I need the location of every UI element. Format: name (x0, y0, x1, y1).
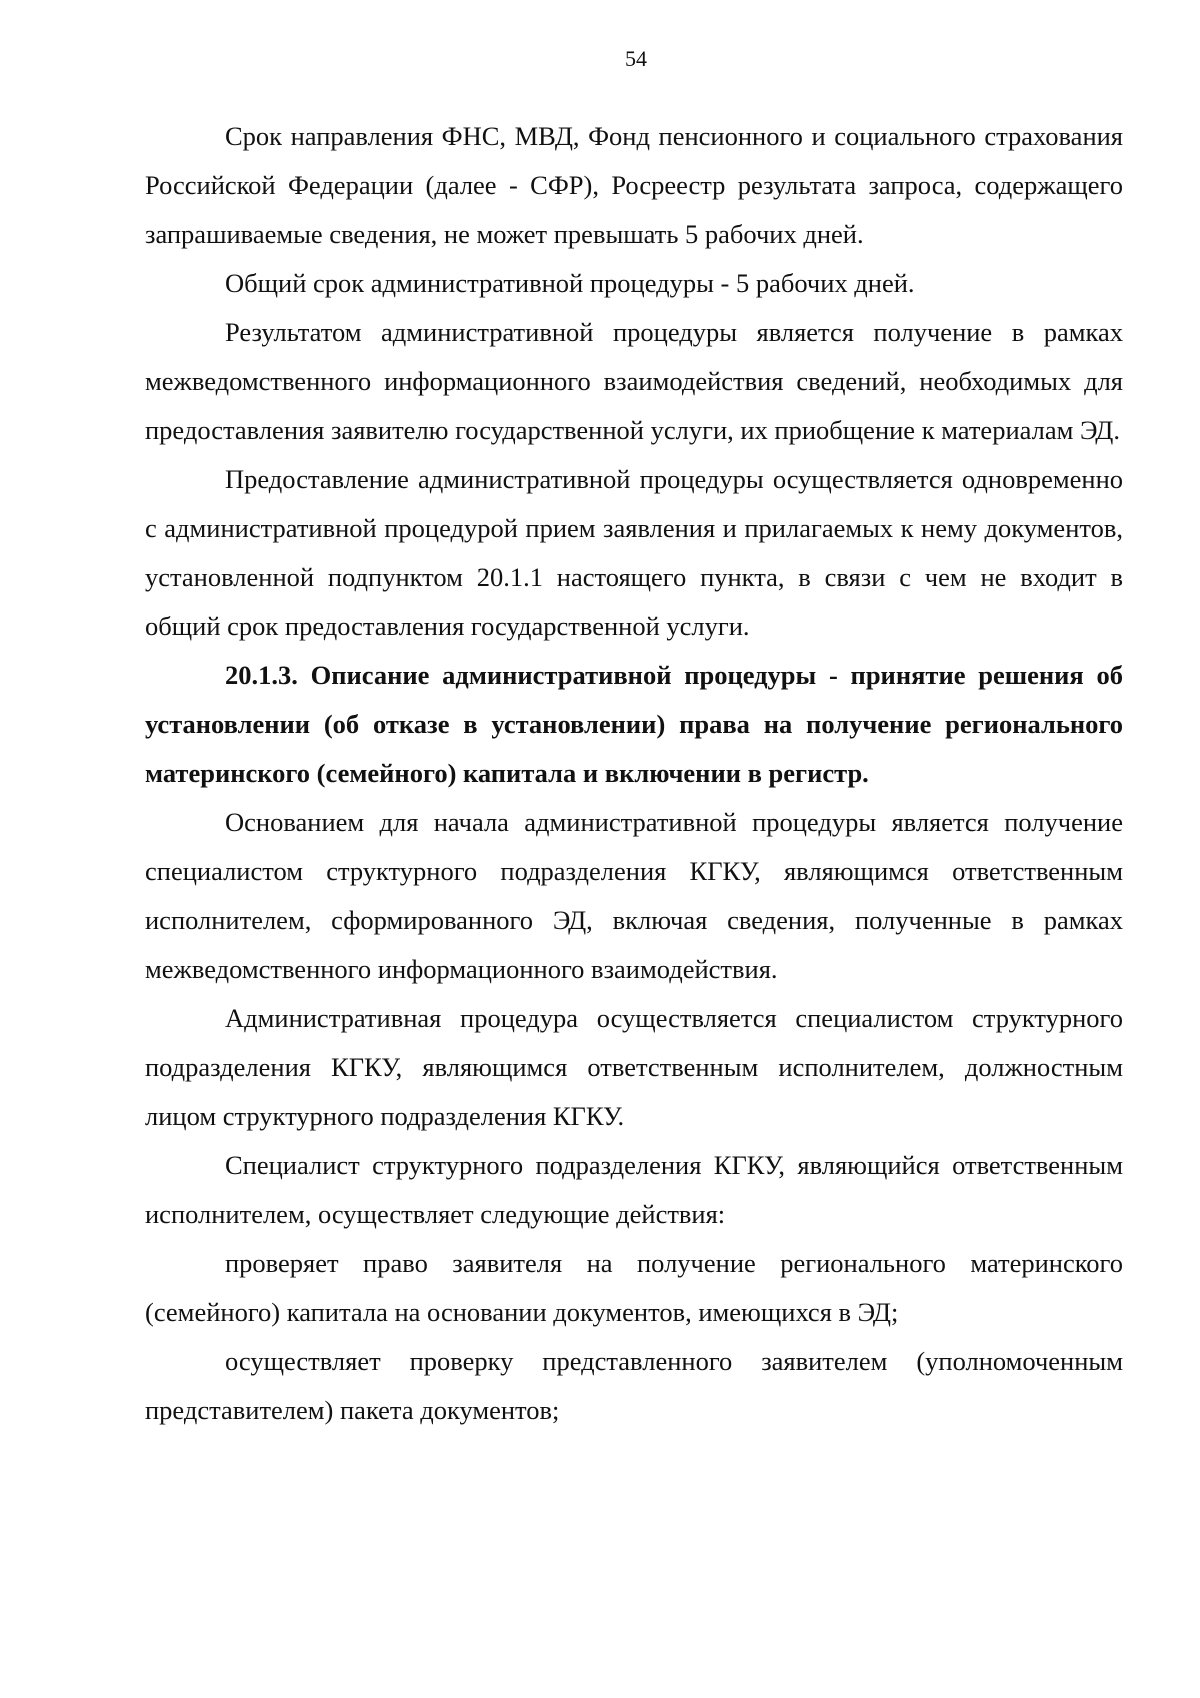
paragraph-request-deadline: Срок направления ФНС, МВД, Фонд пенсионного и социального страхования Российской Федерации (далее - СФР), Росреестр результата запроса, содержащего запрашиваемые сведения, не может превышать 5 рабочих дней. (145, 121, 1123, 249)
page-number: 54 (625, 46, 647, 71)
paragraph-specialist-actions: Специалист структурного подразделения КГКУ, являющийся ответственным исполнителем, осуществляет следующие действия: (145, 1150, 1123, 1229)
paragraph-action-check-right: проверяет право заявителя на получение регионального материнского (семейного) капитала на основании документов, имеющихся в ЭД; (145, 1248, 1123, 1327)
paragraph-procedure-executor: Административная процедура осуществляется специалистом структурного подразделения КГКУ, являющимся ответственным исполнителем, должностным лицом структурного подразделения КГКУ. (145, 1003, 1123, 1131)
paragraph-procedure-result: Результатом административной процедуры является получение в рамках межведомственного информационного взаимодействия сведений, необходимых для предоставления заявителю государственной услуги, их приобщение к материалам ЭД. (145, 317, 1123, 445)
paragraph-total-term: Общий срок административной процедуры - 5 рабочих дней. (225, 268, 915, 298)
paragraph-simultaneous-procedure: Предоставление административной процедуры осуществляется одновременно с административной процедурой прием заявления и прилагаемых к нему документов, установленной подпунктом 20.1.1 настоящего пункта, в связи с чем не входит в общий срок предоставления государственной услуги. (145, 464, 1123, 641)
section-heading-20-1-3: 20.1.3. Описание административной процедуры - принятие решения об установлении (об отказе в установлении) права на получение регионального материнского (семейного) капитала и включении в регистр. (145, 660, 1123, 788)
document-body (145, 112, 1123, 1435)
paragraph-action-check-documents: осуществляет проверку представленного заявителем (уполномоченным представителем) пакета документов; (145, 1346, 1123, 1425)
paragraph-procedure-basis: Основанием для начала административной процедуры является получение специалистом структурного подразделения КГКУ, являющимся ответственным исполнителем, сформированного ЭД, включая сведения, полученные в рамках межведомственного информационного взаимодействия. (145, 807, 1123, 984)
